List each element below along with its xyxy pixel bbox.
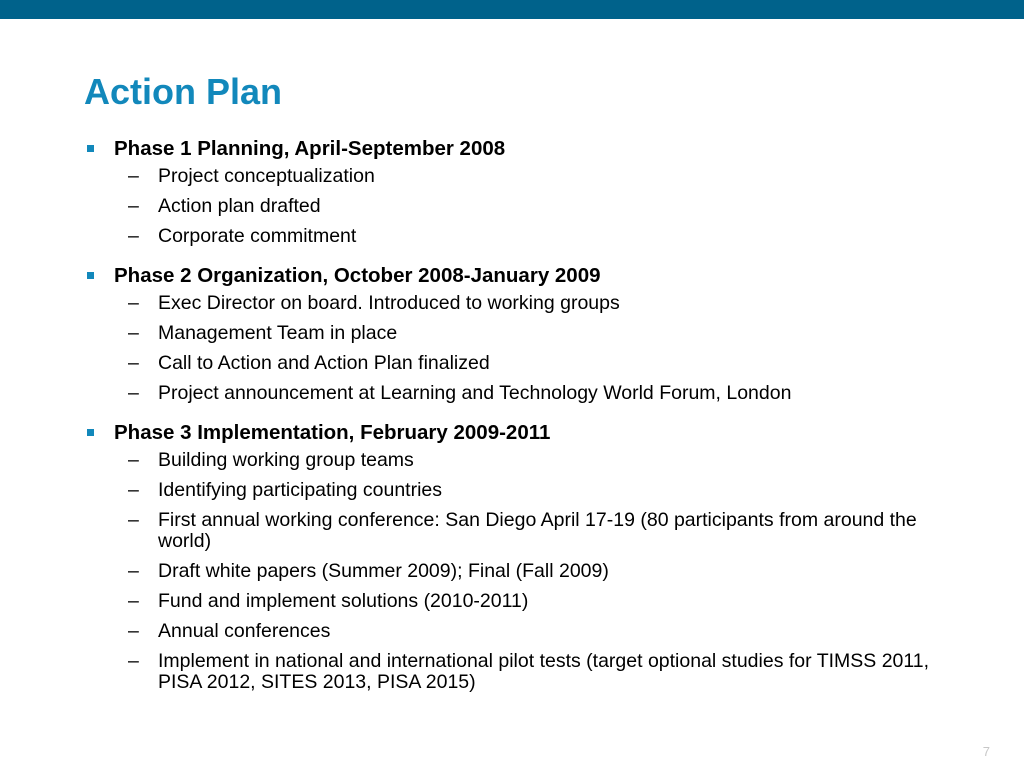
dash-marker: – [128, 165, 139, 187]
dash-marker: – [128, 560, 139, 582]
dash-marker: – [128, 322, 139, 344]
dash-marker: – [128, 352, 139, 374]
list-item [128, 480, 948, 501]
list-item-text: Implement in national and international pilot tests (target optional studies for TIMSS 2011, PISA 2012, SITES 2013, PISA 2015) [158, 650, 930, 693]
list-item-text: Management Team in place [158, 322, 398, 344]
list-item-text: Project conceptualization [158, 165, 375, 187]
dash-marker: – [128, 590, 139, 612]
list-item [128, 621, 948, 642]
list-item [128, 196, 948, 217]
phase-2-section [84, 263, 944, 404]
phase-heading: Phase 2 Organization, October 2008-January 2009 [114, 264, 601, 287]
phase-1-list [84, 166, 944, 247]
dash-marker: – [128, 650, 139, 672]
list-item [128, 450, 948, 471]
list-item [128, 651, 948, 693]
dash-marker: – [128, 509, 139, 531]
dash-marker: – [128, 449, 139, 471]
list-item [128, 226, 948, 247]
list-item-text: Call to Action and Action Plan finalized [158, 352, 490, 374]
list-item-text: Fund and implement solutions (2010-2011) [158, 590, 529, 612]
list-item [128, 383, 948, 404]
phase-1-section [84, 136, 944, 247]
phase-heading: Phase 3 Implementation, February 2009-2011 [114, 421, 551, 444]
list-item-text: Action plan drafted [158, 195, 321, 217]
list-item [128, 561, 948, 582]
list-item-text: First annual working conference: San Diego April 17-19 (80 participants from around the world) [158, 509, 917, 552]
phase-2-list [84, 293, 944, 404]
square-bullet-icon [87, 272, 94, 279]
phase-3-list [84, 450, 944, 693]
dash-marker: – [128, 620, 139, 642]
list-item [128, 353, 948, 374]
top-header-bar [0, 0, 1024, 19]
phase-3-section [84, 420, 944, 693]
dash-marker: – [128, 479, 139, 501]
list-item [128, 166, 948, 187]
list-item-text: Exec Director on board. Introduced to working groups [158, 292, 620, 314]
list-item [128, 323, 948, 344]
list-item-text: Annual conferences [158, 620, 331, 642]
page-number: 7 [982, 744, 990, 759]
slide-title: Action Plan [84, 71, 283, 112]
slide-content [84, 136, 944, 702]
dash-marker: – [128, 292, 139, 314]
dash-marker: – [128, 195, 139, 217]
list-item-text: Project announcement at Learning and Technology World Forum, London [158, 382, 792, 404]
list-item-text: Draft white papers (Summer 2009); Final (Fall 2009) [158, 560, 609, 582]
list-item [128, 293, 948, 314]
dash-marker: – [128, 382, 139, 404]
square-bullet-icon [87, 429, 94, 436]
list-item [128, 510, 948, 552]
list-item-text: Identifying participating countries [158, 479, 442, 501]
phase-heading: Phase 1 Planning, April-September 2008 [114, 137, 506, 160]
square-bullet-icon [87, 145, 94, 152]
dash-marker: – [128, 225, 139, 247]
list-item-text: Corporate commitment [158, 225, 357, 247]
list-item [128, 591, 948, 612]
list-item-text: Building working group teams [158, 449, 414, 471]
